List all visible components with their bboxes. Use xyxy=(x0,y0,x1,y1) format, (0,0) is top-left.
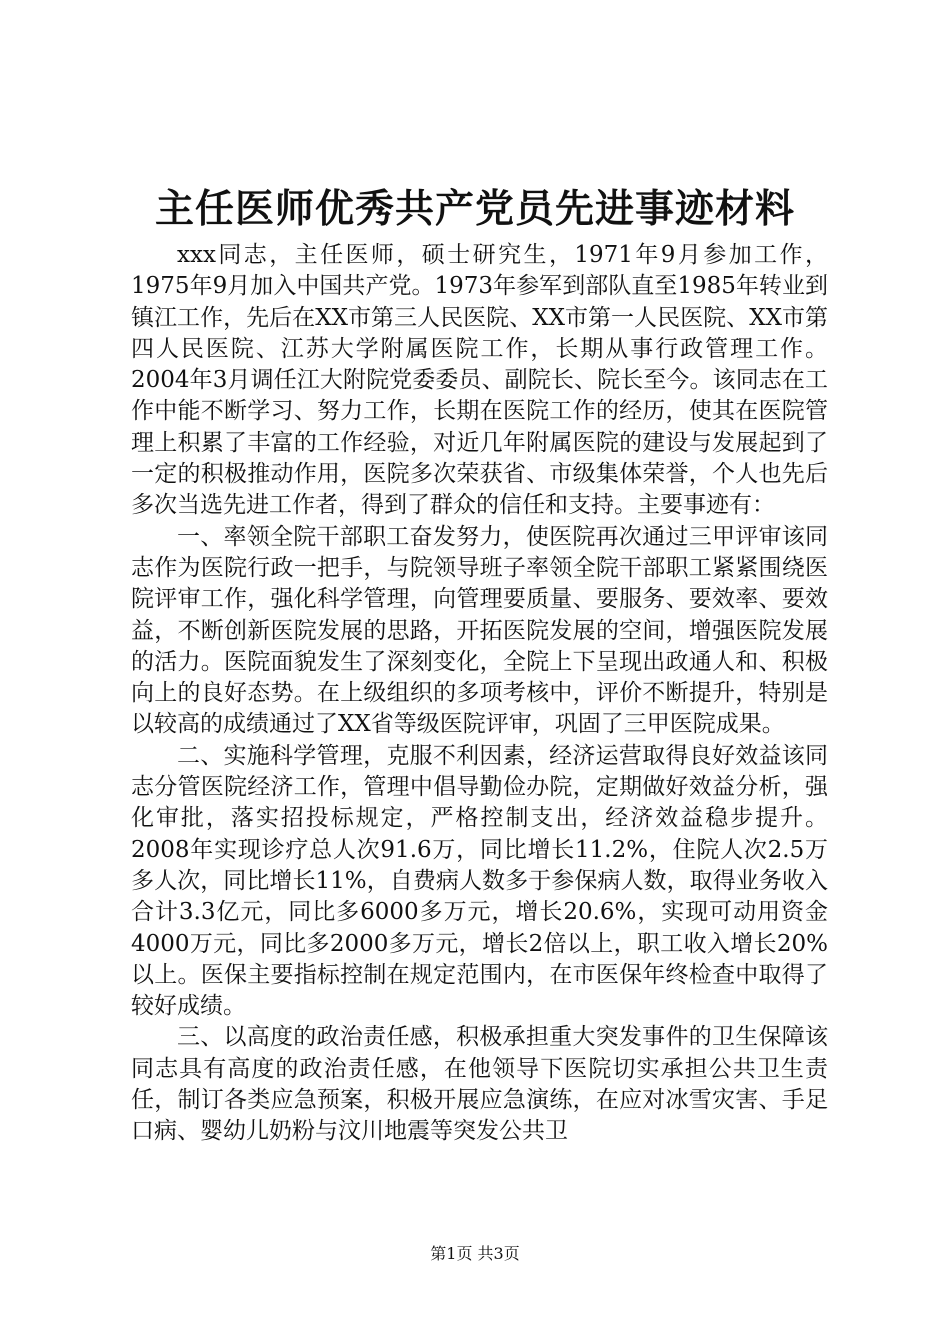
document-title: 主任医师优秀共产党员先进事迹材料 xyxy=(154,186,795,232)
paragraph-section-3: 三、以高度的政治责任感，积极承担重大突发事件的卫生保障该同志具有高度的政治责任感，在他领导下医院切实承担公共卫生责任，制订各类应急预案，积极开展应急演练，在应对冰雪灾害、手足口病、婴幼儿奶粉与汶川地震等突发公共卫 xyxy=(131,1024,828,1145)
paragraph-intro: xxx同志，主任医师，硕士研究生，1971年9月参加工作，1975年9月加入中国共产党。1973年参军到部队直至1985年转业到镇江工作，先后在XX市第三人民医院、XX市第一人民医院、XX市第四人民医院、江苏大学附属医院工作，长期从事行政管理工作。2004年3月调任江大附院党委委员、副院长、院长至今。该同志在工作中能不断学习、努力工作，长期在医院工作的经历，使其在医院管理上积累了丰富的工作经验，对近几年附属医院的建设与发展起到了一定的积极推动作用，医院多次荣获省、市级集体荣誉，个人也先后多次当选先进工作者，得到了群众的信任和支持。主要事迹有： xyxy=(131,242,828,519)
paragraph-section-2: 二、实施科学管理，克服不利因素，经济运营取得良好效益该同志分管医院经济工作，管理中倡导勤俭办院，定期做好效益分析，强化审批，落实招投标规定，严格控制支出，经济效益稳步提升。2008年实现诊疗总人次91.6万，同比增长11.2%，住院人次2.5万多人次，同比增长11%，自费病人数多于参保病人数，取得业务收入合计3.3亿元，同比多6000多万元，增长20.6%，实现可动用资金4000万元，同比多2000多万元，增长2倍以上，职工收入增长20%以上。医保主要指标控制在规定范围内，在市医保年终检查中取得了较好成绩。 xyxy=(131,742,828,1020)
page-number-footer: 第1页 共3页 xyxy=(430,1244,520,1263)
document-body xyxy=(131,240,828,1148)
paragraph-section-1: 一、率领全院干部职工奋发努力，使医院再次通过三甲评审该同志作为医院行政一把手，与院领导班子率领全院干部职工紧紧围绕医院评审工作，强化科学管理，向管理要质量、要服务、要效率、要效益，不断创新医院发展的思路，开拓医院发展的空间，增强医院发展的活力。医院面貌发生了深刻变化，全院上下呈现出政通人和、积极向上的良好态势。在上级组织的多项考核中，评价不断提升，特别是以较高的成绩通过了XX省等级医院评审，巩固了三甲医院成果。 xyxy=(131,523,828,738)
